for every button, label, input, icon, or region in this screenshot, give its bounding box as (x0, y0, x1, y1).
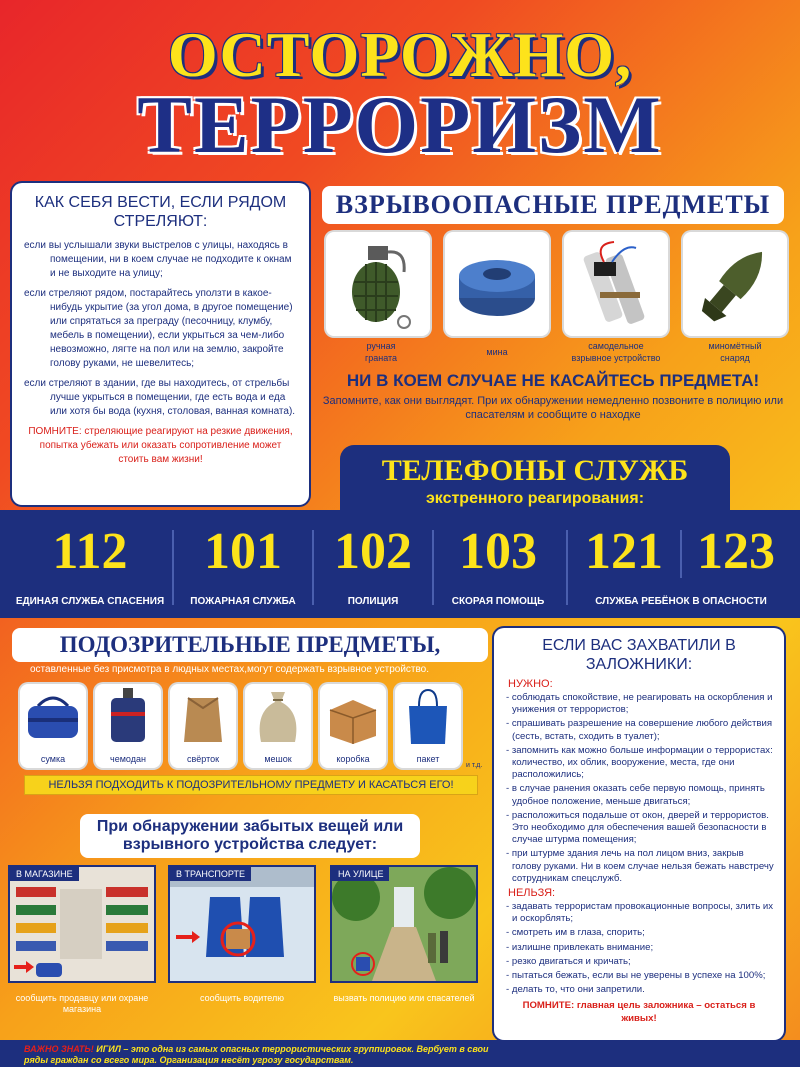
suspicious-label: сумка (40, 754, 66, 764)
box-icon (320, 684, 386, 750)
suspicious-heading: ПОДОЗРИТЕЛЬНЫЕ ПРЕДМЕТЫ, (59, 632, 441, 657)
scene-store (8, 865, 156, 983)
hostage-mustnot-item: - резко двигаться и кричать; (506, 955, 631, 967)
poster-title-line1: ОСТОРОЖНО, (167, 19, 633, 90)
scene-caption: сообщить продавцу или охране магазина (15, 993, 149, 1014)
sack-icon (245, 684, 311, 750)
suspicious-card (95, 684, 161, 768)
suspicious-label: коробка (336, 754, 370, 764)
hostage-heading: ЕСЛИ ВАС ЗАХВАТИЛИ В ЗАЛОЖНИКИ: (542, 637, 736, 673)
phone-separator (680, 530, 682, 578)
hostage-must-item: - расположиться подальше от окон, дверей и террористов. Это необходимо для обеспечения вашей безопасности в случае штурма помещения; (506, 809, 769, 846)
parcel-icon (170, 684, 236, 750)
ied-icon (564, 232, 668, 336)
hostage-must-item: - при штурме здания лечь на пол лицом вниз, закрыв голову руками. Ни в коем случае нельзя бежать навстречу сотрудникам спецслужб. (506, 848, 774, 884)
mine-icon (445, 232, 549, 336)
mortar-card (683, 232, 787, 336)
explosive-label: мина (486, 347, 508, 357)
shopping-bag-icon (395, 684, 461, 750)
bag-icon (20, 684, 86, 750)
footer-body: ИГИЛ – это одна из самых опасных террористических группировок. Вербует в свои ряды граждан со всего мира. Организация несёт угрозу государствам. (24, 1044, 489, 1065)
phone-label: ПОЖАРНАЯ СЛУЖБА (190, 596, 296, 607)
hostage-must-item: - спрашивать разрешение на совершение любого действия (сесть, встать, сходить в туалет); (506, 718, 773, 742)
scene-tag: В ТРАНСПОРТЕ (170, 867, 251, 881)
hostage-mustnot-item: - задавать террористам провокационные вопросы, злить их и оскорблять; (506, 901, 774, 925)
hostage-mustnot-item: - смотреть им в глаза, спорить; (506, 927, 645, 939)
grenade-card (326, 232, 430, 336)
shooting-advice-item: если стреляют в здании, где вы находитесь, от стрельбы лучше укрыться в помещении, где есть вода и еда или хотя бы вода (кухня, столовая, ванная комната). (24, 378, 296, 417)
phone-number: 112 (52, 523, 128, 580)
phone-number: 103 (459, 523, 537, 580)
transport-seat-image (170, 867, 314, 981)
suspicious-heading-box (12, 628, 488, 662)
hostage-mustnot-item: - пытаться бежать, если вы не уверены в успехе на 100%; (506, 970, 766, 982)
phones-title: ТЕЛЕФОНЫ СЛУЖБ (381, 454, 689, 487)
suspicious-card (170, 684, 236, 768)
scene-tag: НА УЛИЦЕ (332, 867, 389, 881)
suspicious-label: свёрток (186, 754, 220, 764)
hostage-mustnot-label: НЕЛЬЗЯ: (508, 887, 556, 900)
explosive-note: Запомните, как они выглядят. При их обнаружении немедленно позвоните в полицию или спасателям и сообщите о находке (322, 395, 784, 421)
phone-number: 121 (585, 523, 663, 580)
shooting-advice-heading: КАК СЕБЯ ВЕСТИ, ЕСЛИ РЯДОМ СТРЕЛЯЮТ: (34, 194, 287, 230)
shooting-advice-item: если стреляют рядом, постарайтесь уползти в какое-нибудь укрытие (за угол дома, в другое помещение) или спрятаться за преграду (песочницу, клумбу, мебель в помещении), если укрыться за чем-либо невозможно, лягте на пол или на землю, закройте голову руками, не шевелитесь; (24, 288, 293, 369)
suspicious-label: пакет (416, 754, 440, 764)
suspicious-card (245, 684, 311, 768)
hostage-mustnot-item: - делать то, что они запретили. (506, 984, 645, 996)
shooting-advice-warning: ПОМНИТЕ: стреляющие реагируют на резкие движения, попытка убежать или оказать сопротивление может стоить вам жизни! (28, 426, 293, 465)
suspicious-card (20, 684, 86, 768)
phone-label: ЕДИНАЯ СЛУЖБА СПАСЕНИЯ (15, 596, 165, 607)
suspicious-card (320, 684, 386, 768)
shooting-advice-item: если вы услышали звуки выстрелов с улицы, находясь в помещении, ни в коем случае не подходите к окнам и не выходите на улицу; (24, 240, 292, 279)
explosive-label: самодельное взрывное устройство (571, 341, 661, 363)
hostage-final-note: ПОМНИТЕ: главная цель заложника – остаться в живых! (522, 1000, 756, 1024)
phone-label: СКОРАЯ ПОМОЩЬ (451, 596, 545, 607)
scene-transport (168, 865, 316, 983)
explosive-heading: ВЗРЫВООПАСНЫЕ ПРЕДМЕТЫ (335, 190, 771, 219)
poster-title-line2: ТЕРРОРИЗМ (137, 79, 663, 170)
hostage-must-item: - запомнить как можно больше информации о террористах: количество, их облик, вооружение, места, где они расположились; (506, 744, 773, 781)
suspicious-label: чемодан (110, 754, 146, 764)
phones-subtitle: экстренного реагирования: (425, 490, 645, 507)
grenade-icon (326, 232, 430, 336)
ied-card (564, 232, 668, 336)
footer-label: ВАЖНО ЗНАТЬ! (24, 1044, 94, 1054)
shooting-advice-panel (12, 183, 309, 505)
explosive-heading-box (322, 186, 784, 224)
street-park-image (332, 867, 476, 981)
hostage-mustnot-item: - излишне привлекать внимание; (506, 941, 654, 953)
phone-number: 123 (697, 523, 775, 580)
phone-separator (172, 530, 174, 605)
phone-number: 102 (334, 523, 412, 580)
suspicious-warning: НЕЛЬЗЯ ПОДХОДИТЬ К ПОДОЗРИТЕЛЬНОМУ ПРЕДМЕТУ И КАСАТЬСЯ ЕГО! (24, 775, 478, 795)
do-not-touch-warning: НИ В КОЕМ СЛУЧАЕ НЕ КАСАЙТЕСЬ ПРЕДМЕТА! (346, 371, 760, 390)
scene-street (330, 865, 478, 983)
hostage-must-item: - в случае ранения оказать себе первую помощь, принять удобное положение, меньше двигаться; (506, 783, 765, 807)
footer-text (24, 1044, 494, 1066)
scene-tag: В МАГАЗИНЕ (10, 867, 79, 881)
hostage-panel (494, 628, 784, 1040)
suspicious-card (395, 684, 461, 768)
hostage-must-label: НУЖНО: (508, 678, 553, 690)
phone-label: СЛУЖБА РЕБЁНОК В ОПАСНОСТИ (595, 596, 767, 607)
explosive-label: миномётный снаряд (708, 341, 762, 363)
phone-number: 101 (204, 523, 282, 580)
phone-separator (312, 530, 314, 605)
suspicious-label: мешок (264, 754, 292, 764)
hostage-must-item: - соблюдать спокойствие, не реагировать на оскорбления и унижения от террористов; (506, 692, 773, 716)
store-shelves-image (10, 867, 154, 981)
suitcase-icon (95, 684, 161, 750)
phone-separator (432, 530, 434, 605)
mine-card (445, 232, 549, 336)
scene-caption: вызвать полицию или спасателей (333, 993, 475, 1003)
phone-separator (566, 530, 568, 605)
suspicious-etc: и т.д. (466, 762, 483, 769)
scene-caption: сообщить водителю (199, 993, 284, 1003)
phone-label: ПОЛИЦИЯ (347, 596, 399, 607)
found-heading: При обнаружении забытых вещей или взрывного устройства следует: (80, 814, 420, 858)
explosive-label: ручная граната (364, 341, 398, 363)
mortar-shell-icon (683, 232, 787, 336)
suspicious-subheading: оставленные без присмотра в людных местах,могут содержать взрывное устройство. (30, 664, 430, 675)
